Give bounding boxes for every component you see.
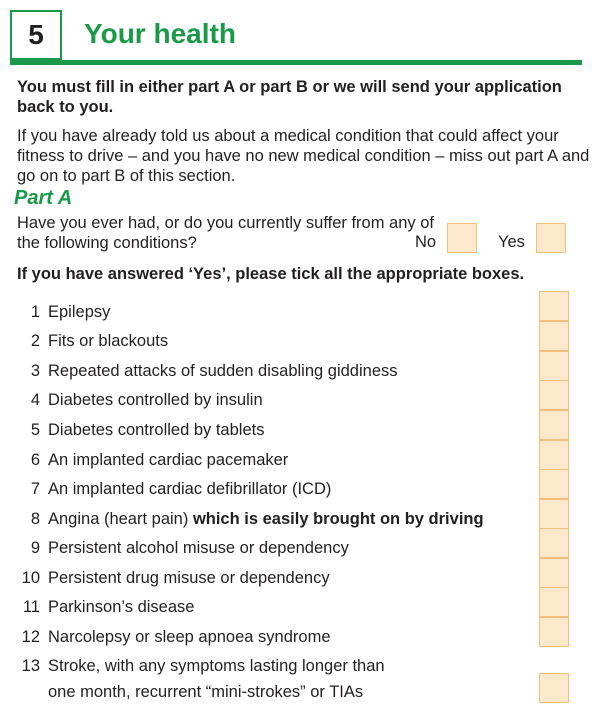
condition-checkbox-9[interactable] (539, 528, 569, 558)
condition-label: Parkinson’s disease (48, 598, 195, 616)
condition-checkbox-7[interactable] (539, 469, 569, 499)
condition-label: Fits or blackouts (48, 332, 169, 350)
condition-label: An implanted cardiac defibrillator (ICD) (48, 480, 332, 498)
condition-checkbox-12[interactable] (539, 617, 569, 647)
intro-warning: You must fill in either part A or part B or we will send your application back to you. (17, 78, 562, 116)
condition-checkbox-3[interactable] (539, 351, 569, 381)
condition-number: 12 (21, 628, 40, 646)
condition-label-plain: Angina (heart pain) (48, 510, 193, 528)
condition-number: 1 (30, 303, 40, 321)
condition-checkbox-10[interactable] (539, 558, 569, 588)
section-header (10, 10, 582, 62)
section-divider (10, 60, 582, 65)
condition-number: 6 (30, 451, 40, 469)
condition-number: 3 (30, 362, 40, 380)
part-a-question: Have you ever had, or do you currently suffer from any of the following conditions? (17, 214, 434, 252)
condition-checkbox-5[interactable] (539, 410, 569, 440)
condition-checkbox-6[interactable] (539, 440, 569, 470)
yes-label: Yes (498, 233, 525, 251)
condition-label (48, 510, 484, 529)
condition-label: Epilepsy (48, 303, 111, 321)
condition-number: 13 (21, 657, 40, 675)
tick-instruction: If you have answered ‘Yes’, please tick all the appropriate boxes. (17, 265, 525, 283)
condition-label: An implanted cardiac pacemaker (48, 451, 289, 469)
condition-label: Repeated attacks of sudden disabling giddiness (48, 362, 398, 380)
no-label: No (415, 233, 437, 251)
condition-checkbox-2[interactable] (539, 321, 569, 351)
intro-text: If you have already told us about a medical condition that could affect your fitness to drive – and you have no new medical condition – miss out part A and go on to part B of this section. (17, 127, 590, 185)
part-a-title: Part A (14, 187, 73, 209)
condition-number: 5 (30, 421, 40, 439)
condition-number: 11 (22, 598, 40, 616)
condition-checkbox-13[interactable] (539, 673, 569, 703)
condition-checkbox-11[interactable] (539, 587, 569, 617)
condition-number: 7 (30, 480, 40, 498)
yes-checkbox[interactable] (536, 223, 566, 253)
condition-checkbox-1[interactable] (539, 291, 569, 321)
condition-number: 9 (30, 539, 40, 557)
condition-label: Persistent alcohol misuse or dependency (48, 539, 349, 557)
condition-label: Diabetes controlled by tablets (48, 421, 265, 439)
condition-checkbox-8[interactable] (539, 499, 569, 529)
condition-label-bold: which is easily brought on by driving (192, 510, 484, 528)
condition-number: 10 (21, 569, 40, 587)
section-number: 5 (10, 10, 62, 60)
condition-label-continued: one month, recurrent “mini-strokes” or TIAs (48, 683, 364, 701)
section-title: Your health (84, 18, 236, 49)
condition-number: 2 (30, 332, 40, 350)
no-checkbox[interactable] (447, 223, 477, 253)
condition-checkbox-4[interactable] (539, 380, 569, 410)
condition-label: Persistent drug misuse or dependency (48, 569, 330, 587)
condition-number: 4 (30, 391, 40, 409)
condition-label: Narcolepsy or sleep apnoea syndrome (48, 628, 331, 646)
condition-label: Stroke, with any symptoms lasting longer than (48, 657, 385, 675)
condition-label: Diabetes controlled by insulin (48, 391, 263, 409)
condition-number: 8 (30, 510, 40, 528)
